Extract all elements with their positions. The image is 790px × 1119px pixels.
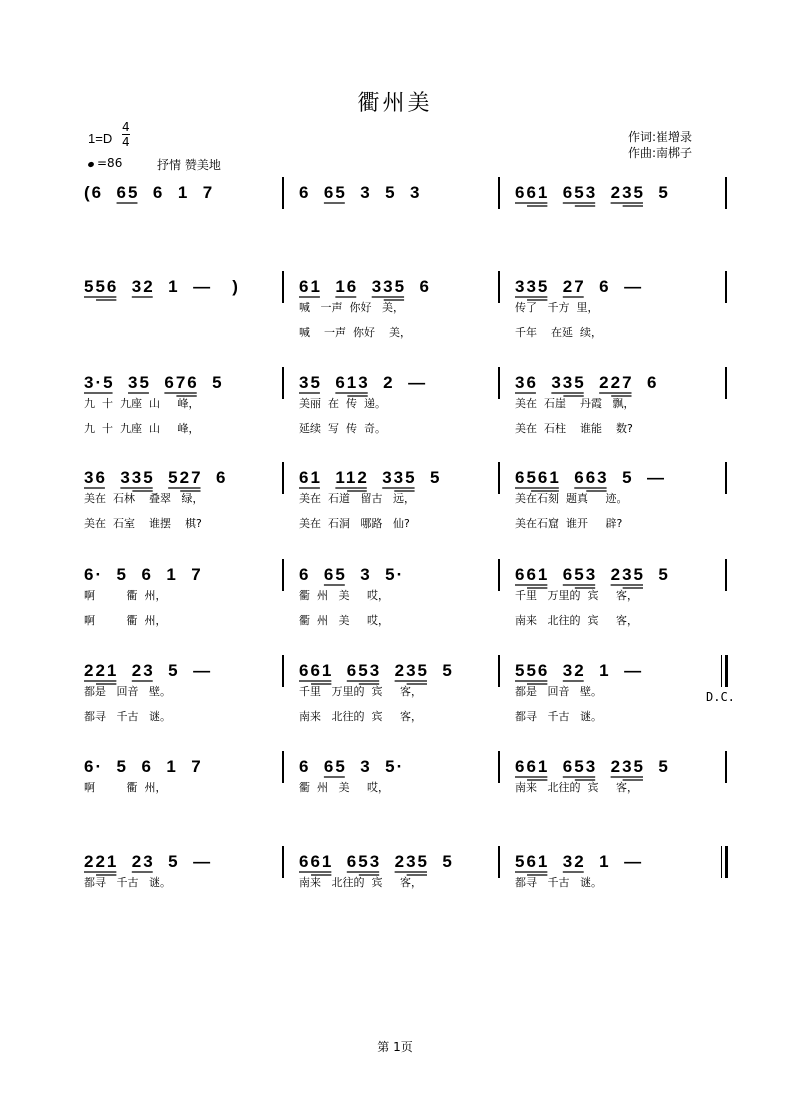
measure-notes: 221 23 5 — <box>84 852 213 871</box>
composer-credit: 作曲:南梆子 <box>628 146 693 160</box>
lyrics-verse-1: 美在石刻 题真 迹。 <box>515 492 628 505</box>
time-signature-bottom: 4 <box>122 135 130 149</box>
lyrics-verse-1: 千里 万里的 宾 客， <box>299 685 422 698</box>
measure-notes: 661 653 235 5 <box>515 565 670 584</box>
lyrics-verse-2: 美在石窟 谁开 辟? <box>515 517 623 530</box>
measure-notes: 661 653 235 5 <box>515 183 670 202</box>
lyrics-verse-1: 都是 回音 壁。 <box>84 685 171 698</box>
lyrics-verse-1: 都寻 千古 谜。 <box>515 876 602 889</box>
tempo-value: =86 <box>97 156 123 170</box>
lyrics-verse-1: 啊 衢 州， <box>84 781 167 794</box>
lyrics-verse-1: 都寻 千古 谜。 <box>84 876 171 889</box>
measure-notes: 661 653 235 5 <box>299 661 454 680</box>
lyrics-verse-2: 九 十 九座 山 峰， <box>84 422 200 435</box>
lyrics-verse-1: 南来 北往的 宾 客， <box>299 876 422 889</box>
measure-notes: 3·5 35 676 5 <box>84 373 224 392</box>
lyrics-verse-2: 啊 衢 州， <box>84 614 167 627</box>
lyrics-verse-2: 延续 写 传 奇。 <box>299 422 386 435</box>
time-signature-top: 4 <box>122 120 130 134</box>
lyricist-credit: 作词:崔增录 <box>628 130 693 144</box>
measure-notes: 36 335 527 6 <box>84 468 228 487</box>
measure-notes: 661 653 235 5 <box>515 757 670 776</box>
measure-notes: 35 613 2 — <box>299 373 428 392</box>
lyrics-verse-2: 千年 在延 续， <box>515 326 602 339</box>
measure-notes: 6561 663 5 — <box>515 468 666 487</box>
lyrics-verse-2: 都寻 千古 谜。 <box>515 710 602 723</box>
measure-notes: 661 653 235 5 <box>299 852 454 871</box>
lyrics-verse-1: 衢 州 美 哎， <box>299 781 389 794</box>
key-signature: 1=D <box>88 131 113 146</box>
lyrics-verse-1: 千里 万里的 宾 客， <box>515 589 638 602</box>
lyrics-verse-2: 都寻 千古 谜。 <box>84 710 171 723</box>
measure-notes: 556 32 1 — ) <box>84 277 240 296</box>
lyrics-verse-1: 美在 石道 留古 远， <box>299 492 415 505</box>
measure-notes: 61 112 335 5 <box>299 468 442 487</box>
lyrics-verse-1: 都是 回音 壁。 <box>515 685 602 698</box>
measure-notes: 556 32 1 — <box>515 661 644 680</box>
lyrics-verse-2: 美在 石室 谁摆 棋? <box>84 517 202 530</box>
da-capo-mark: D.C. <box>706 690 735 704</box>
expression-mark: 抒情 赞美地 <box>157 158 221 172</box>
lyrics-verse-2: 美在 石洞 哪路 仙? <box>299 517 410 530</box>
lyrics-verse-1: 衢 州 美 哎， <box>299 589 389 602</box>
lyrics-verse-2: 喊 一声 你好 美， <box>299 326 411 339</box>
lyrics-verse-1: 啊 衢 州， <box>84 589 167 602</box>
measure-notes: 61 16 335 6 <box>299 277 431 296</box>
measure-notes: 221 23 5 — <box>84 661 213 680</box>
measure-notes: (6 65 6 1 7 <box>84 183 215 202</box>
measure-notes: 561 32 1 — <box>515 852 644 871</box>
lyrics-verse-1: 喊 一声 你好 美， <box>299 301 404 314</box>
measure-notes: 335 27 6 — <box>515 277 644 296</box>
lyrics-verse-1: 美丽 在 传 递。 <box>299 397 386 410</box>
lyrics-verse-2: 美在 石柱 谁能 数? <box>515 422 633 435</box>
lyrics-verse-1: 美在 石崖 丹霞 飘， <box>515 397 635 410</box>
lyrics-verse-1: 九 十 九座 山 峰， <box>84 397 200 410</box>
lyrics-verse-1: 传了 千方 里， <box>515 301 599 314</box>
measure-notes: 6 65 3 5 3 <box>299 183 422 202</box>
measure-notes: 6 65 3 5· <box>299 757 405 776</box>
measure-notes: 6· 5 6 1 7 <box>84 757 203 776</box>
lyrics-verse-1: 南来 北往的 宾 客， <box>515 781 638 794</box>
measure-notes: 36 335 227 6 <box>515 373 659 392</box>
measure-notes: 6 65 3 5· <box>299 565 405 584</box>
lyrics-verse-2: 南来 北往的 宾 客， <box>299 710 422 723</box>
lyrics-verse-2: 衢 州 美 哎， <box>299 614 389 627</box>
lyrics-verse-2: 南来 北往的 宾 客， <box>515 614 638 627</box>
song-title: 衢州美 <box>357 91 433 116</box>
page-footer: 第 1页 <box>377 1040 413 1054</box>
measure-notes: 6· 5 6 1 7 <box>84 565 203 584</box>
lyrics-verse-1: 美在 石林 叠翠 绿， <box>84 492 204 505</box>
